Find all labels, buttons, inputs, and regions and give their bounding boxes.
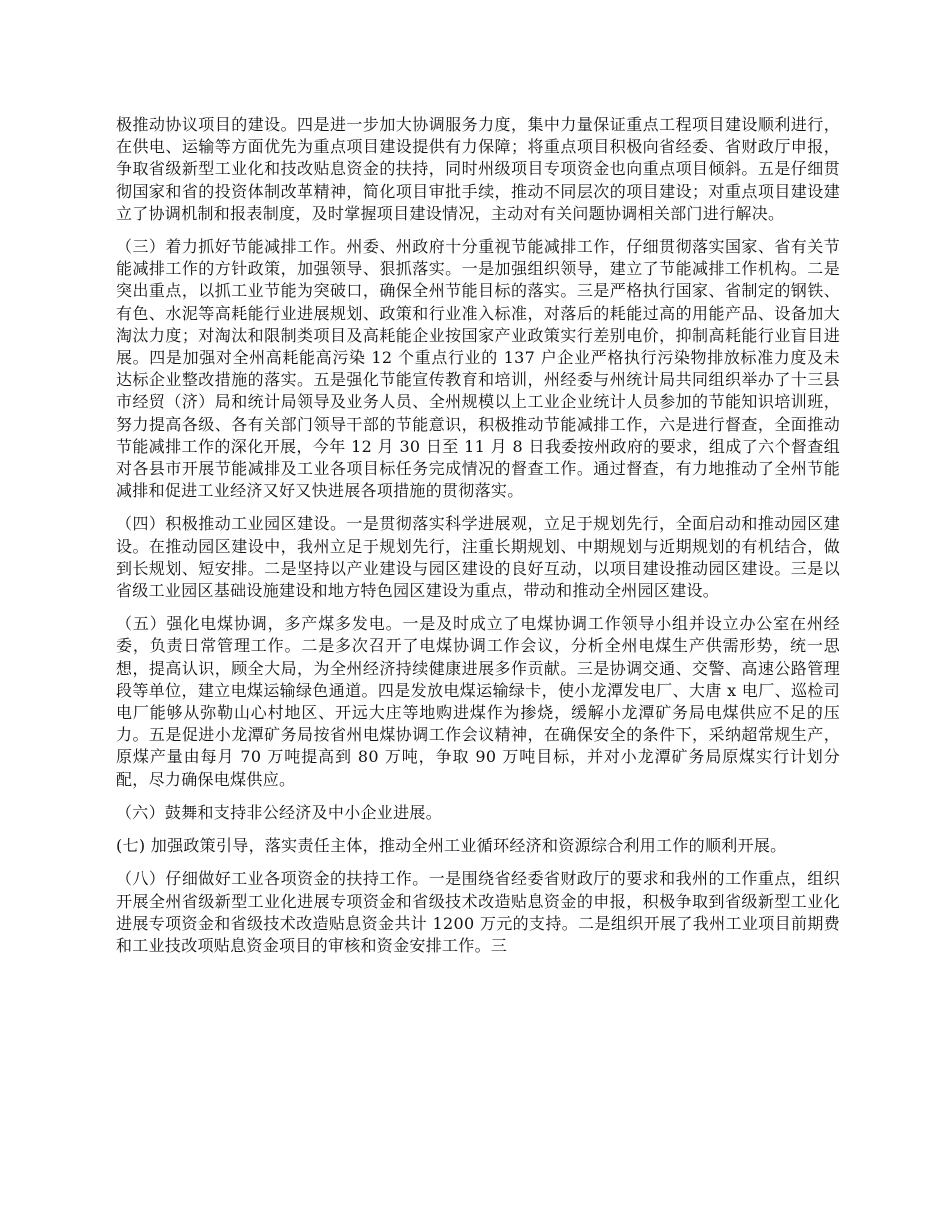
paragraph-energy-saving: （三）着力抓好节能减排工作。州委、州政府十分重视节能减排工作，仔细贯彻落实国家、省有关节能减排工作的方针政策，加强领导、狠抓落实。一是加强组织领导，建立了节能减排工作机构。二是突出重点，以抓工业节能为突破口，确保全州节能目标的落实。三是严格执行国家、省制定的钢铁、有色、水泥等高耗能行业进展规划、政策和行业准入标准，对落后的耗能过高的用能产品、设备加大淘汰力度；对淘汰和限制类项目及高耗能企业按国家产业政策实行差别电价，抑制高耗能行业盲目进展。四是加强对全州高耗能高污染 12 个重点行业的 137 户企业严格执行污染物排放标准力度及未达标企业整改措施的落实。五是强化节能宣传教育和培训，州经委与州统计局共同组织举办了十三县市经贸（济）局和统计局领导及业务人员、全州规模以上工业企业统计人员参加的节能知识培训班，努力提高各级、各有关部门领导干部的节能意识，积极推动节能减排工作，六是进行督查，全面推动节能减排工作的深化开展，今年 12 月 30 日至 11 月 8 日我委按州政府的要求，组成了六个督查组对各县市开展节能减排及工业各项目标任务完成情况的督查工作。通过督查，有力地推动了全州节能减排和促进工业经济又好又快进展各项措施的贯彻落实。: [116, 237, 840, 501]
paragraph-industrial-park: （四）积极推动工业园区建设。一是贯彻落实科学进展观，立足于规划先行，全面启动和推动园区建设。在推动园区建设中，我州立足于规划先行，注重长期规划、中期规划与近期规划的有机结合，做到长规划、短安排。二是坚持以产业建设与园区建设的良好互动，以项目建设推动园区建设。三是以省级工业园区基础设施建设和地方特色园区建设为重点，带动和推动全州园区建设。: [116, 514, 840, 601]
paragraph-non-public-economy: （六）鼓舞和支持非公经济及中小企业进展。: [116, 802, 443, 822]
document-page: [116, 114, 840, 968]
paragraph-policy-guidance: (七) 加强政策引导，落实责任主体，推动全州工业循环经济和资源综合利用工作的顺利开展。: [116, 836, 787, 856]
paragraph-fund-support: （八）仔细做好工业各项资金的扶持工作。一是围绕省经委省财政厅的要求和我州的工作重点，组织开展全州省级新型工业化进展专项资金和省级技术改造贴息资金的申报，积极争取到省级新型工业化进展专项资金和省级技术改造贴息资金共计 1200 万元的支持。二是组织开展了我州工业项目前期费和工业技改项贴息资金项目的审核和资金安排工作。三: [116, 869, 840, 955]
paragraph-project-construction: 极推动协议项目的建设。四是进一步加大协调服务力度，集中力量保证重点工程项目建设顺利进行，在供电、运输等方面优先为重点项目建设提供有力保障；将重点项目积极向省经委、省财政厅申报，争取省级新型工业化和技改贴息资金的扶持，同时州级项目专项资金也向重点项目倾斜。五是仔细贯彻国家和省的投资体制改革精神，简化项目审批手续，推动不同层次的项目建设；对重点项目建设建立了协调机制和报表制度，及时掌握项目建设情况，主动对有关问题协调相关部门进行解决。: [116, 115, 840, 223]
paragraph-coal-power: （五）强化电煤协调，多产煤多发电。一是及时成立了电煤协调工作领导小组并设立办公室在州经委，负责日常管理工作。二是多次召开了电煤协调工作会议，分析全州电煤生产供需形势，统一思想，提高认识，顾全大局，为全州经济持续健康进展多作贡献。三是协调交通、交警、高速公路管理段等单位，建立电煤运输绿色通道。四是发放电煤运输绿卡，使小龙潭发电厂、大唐 x 电厂、巡检司电厂能够从弥勒山心村地区、开远大庄等地购进煤作为掺烧，缓解小龙潭矿务局电煤供应不足的压力。五是促进小龙潭矿务局按省州电煤协调工作会议精神，在确保安全的条件下，采纳超常规生产，原煤产量由每月 70 万吨提高到 80 万吨，争取 90 万吨目标，并对小龙潭矿务局原煤实行计划分配，尽力确保电煤供应。: [116, 614, 840, 789]
